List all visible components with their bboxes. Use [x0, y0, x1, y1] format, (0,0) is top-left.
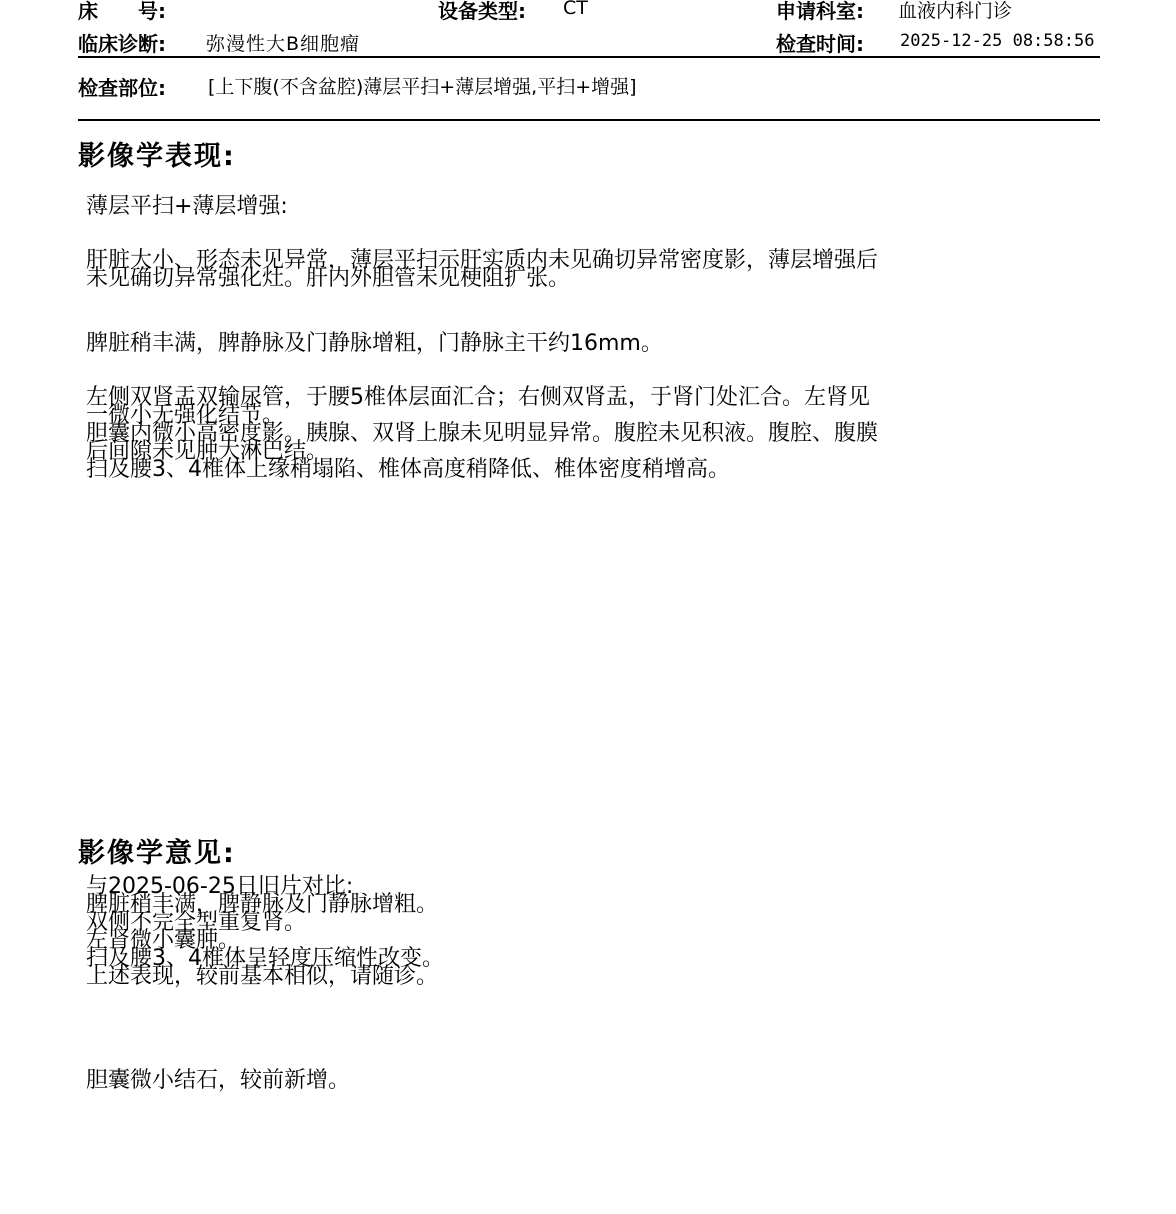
impression-title: 影像学意见: — [78, 838, 236, 869]
exam-part-label: 检查部位: — [78, 76, 166, 100]
findings-spine: 扫及腰3、4椎体上缘稍塌陷、椎体高度稍降低、椎体密度稍增高。 — [86, 457, 730, 482]
clinical-diagnosis-label: 临床诊断: — [78, 32, 166, 56]
exam-time-value: 2025-12-25 08:58:56 — [900, 31, 1095, 51]
impression-lines — [86, 874, 444, 989]
findings-kidney-line2: 一微小无强化结节。 — [86, 403, 285, 428]
device-type-value: CT — [563, 0, 588, 19]
findings-title: 影像学表现: — [78, 141, 236, 172]
header-divider — [78, 56, 1100, 58]
impression-line: 上述表现，较前基本相似，请随诊。 — [86, 964, 439, 989]
impression-new-finding — [86, 1068, 351, 1093]
findings-gallbladder-line1: 胆囊内微小高密度影。胰腺、双肾上腺未见明显异常。腹腔未见积液。腹腔、腹膜 — [86, 421, 879, 446]
findings-gallbladder-line2: 后间隙未见肿大淋巴结。 — [86, 439, 329, 464]
request-dept-value: 血液内科门诊 — [898, 0, 1013, 22]
section-divider — [78, 119, 1100, 121]
findings-method-text: 薄层平扫+薄层增强: — [86, 194, 288, 219]
findings-kidney-line1: 左侧双肾盂双输尿管，于腰5椎体层面汇合；右侧双肾盂，于肾门处汇合。左肾见 — [86, 385, 870, 410]
findings-method — [86, 194, 288, 219]
clinical-diagnosis-value: 弥漫性大B细胞瘤 — [206, 33, 361, 55]
impression-line: 扫及腰3、4椎体呈轻度压缩性改变。 — [86, 946, 444, 971]
impression-line: 双侧不完全型重复肾。 — [86, 910, 307, 935]
findings-kidney — [86, 385, 879, 482]
impression-line: 与2025-06-25日旧片对比: — [86, 874, 354, 899]
impression-new-finding-text: 胆囊微小结石，较前新增。 — [86, 1068, 351, 1093]
exam-time-label: 检查时间: — [776, 32, 864, 56]
findings-liver-line2: 未见确切异常强化灶。肝内外胆管未见梗阻扩张。 — [86, 266, 571, 291]
findings-spleen — [86, 331, 663, 356]
findings-liver — [86, 248, 879, 291]
findings-liver-line1: 肝脏大小、形态未见异常，薄层平扫示肝实质内未见确切异常密度影，薄层增强后 — [86, 248, 879, 273]
findings-spleen-text: 脾脏稍丰满，脾静脉及门静脉增粗，门静脉主干约16mm。 — [86, 331, 663, 356]
impression-line: 脾脏稍丰满，脾静脉及门静脉增粗。 — [86, 892, 439, 917]
request-dept-label: 申请科室: — [776, 0, 864, 23]
bed-label: 床 号: — [78, 0, 166, 23]
impression-line: 左肾微小囊肿。 — [86, 928, 241, 953]
exam-part-value: [上下腹(不含盆腔)薄层平扫+薄层增强,平扫+增强] — [208, 76, 637, 98]
device-type-label: 设备类型: — [438, 0, 526, 23]
